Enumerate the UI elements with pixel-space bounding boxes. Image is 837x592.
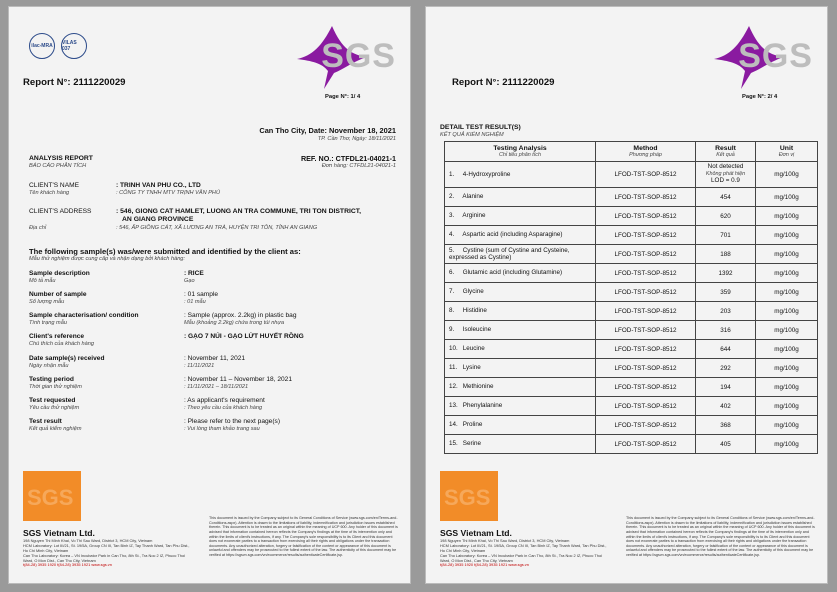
report-page-1: [8, 6, 411, 584]
field-label-vi: Kết quả kiểm nghiệm: [29, 426, 82, 432]
field-label-vi: Chú thích của khách hàng: [29, 341, 94, 347]
cell-result: Not detected Không phát hiện LOD = 0.9: [696, 162, 756, 188]
field-value: : Sample (approx. 2.2kg) in plastic bag: [184, 312, 297, 319]
cell-unit: mg/100g: [756, 283, 818, 302]
field-label: Sample characterisation/ condition: [29, 312, 139, 319]
client-address-vi: : 546, ẤP GIỒNG CÁT, XÃ LƯƠNG AN TRÀ, HUYỆN TRI TÔN, TỈNH AN GIANG: [116, 225, 318, 231]
report-number: Report N°: 2111220029: [452, 77, 555, 88]
cell-result: 454: [696, 188, 756, 207]
analysis-report-title: ANALYSIS REPORT: [29, 155, 93, 162]
field-value-vi: : Vui lòng tham khảo trang sau: [184, 426, 260, 432]
table-row: [445, 283, 818, 302]
field-value-vi: : 01 mẫu: [184, 299, 206, 305]
field-value-vi: Mẫu (khoảng 2.2kg) chứa trong túi nhựa: [184, 320, 285, 326]
client-address-label-vi: Địa chỉ: [29, 225, 47, 231]
field-label-vi: Ngày nhận mẫu: [29, 363, 69, 369]
cell-method: LFOD-TST-SOP-8512: [596, 302, 696, 321]
field-label: Date sample(s) received: [29, 355, 105, 362]
field-label: Number of sample: [29, 291, 87, 298]
cell-unit: mg/100g: [756, 435, 818, 454]
field-value-vi: Gạo: [184, 278, 195, 284]
cell-analysis: 5. Cystine (sum of Cystine and Cysteine, expressed as Cystine): [445, 245, 596, 264]
table-row: [445, 416, 818, 435]
cell-method: LFOD-TST-SOP-8512: [596, 207, 696, 226]
cell-analysis: 15. Serine: [445, 435, 596, 454]
table-row: [445, 245, 818, 264]
cell-unit: mg/100g: [756, 340, 818, 359]
client-address-line2: AN GIANG PROVINCE: [122, 216, 194, 223]
cell-method: LFOD-TST-SOP-8512: [596, 435, 696, 454]
cell-result: 405: [696, 435, 756, 454]
footer-disclaimer: This document is issued by the Company subject to its General Conditions of Service (www.sgs.com/en/Terms-and-Conditions.aspx). Attention is drawn to the limitations of liability, indemnification and jurisdiction issues established therein. This document is to be treated as an original within the meaning of UCP 600. Any holder of this document is advised that information contained hereon reflects the Company's findings at the time of its intervention only and within the limits of client's instructions, if any. The Company's sole responsibility is to its Client and this document does not exonerate parties to a transaction from exercising all their rights and obligations under the transaction documents. Any unauthorized alteration, forgery or falsification of the content or appearance of this document is unlawful and offenders may be prosecuted to the fullest extent of the law. The authenticity of this document may be verified at https://sgsvn.sgs.com/vn/ecommerce/results/authenticateCertificate.jsp.: [626, 516, 815, 557]
cell-analysis: 13. Phenylalanine: [445, 397, 596, 416]
analysis-report-title-vi: BÁO CÁO PHÂN TÍCH: [29, 163, 87, 169]
cell-method: LFOD-TST-SOP-8512: [596, 162, 696, 188]
field-label-vi: Tình trạng mẫu: [29, 320, 67, 326]
header-result: Result Kết quả: [696, 142, 756, 162]
field-value: : November 11, 2021: [184, 355, 246, 362]
cell-method: LFOD-TST-SOP-8512: [596, 378, 696, 397]
cell-method: LFOD-TST-SOP-8512: [596, 397, 696, 416]
table-row: [445, 340, 818, 359]
cell-result: 292: [696, 359, 756, 378]
cell-analysis: 8. Histidine: [445, 302, 596, 321]
cell-method: LFOD-TST-SOP-8512: [596, 264, 696, 283]
table-header-row: [445, 142, 818, 162]
table-row: [445, 302, 818, 321]
table-row: [445, 162, 818, 188]
sgs-orange-logo: SGS: [440, 471, 498, 521]
field-label-vi: Mô tả mẫu: [29, 278, 56, 284]
cell-method: LFOD-TST-SOP-8512: [596, 226, 696, 245]
client-name: : TRINH VAN PHU CO., LTD: [116, 182, 201, 189]
cell-unit: mg/100g: [756, 321, 818, 340]
cell-unit: mg/100g: [756, 162, 818, 188]
sgs-orange-logo: SGS: [23, 471, 81, 521]
sgs-logo: SGS: [738, 37, 813, 75]
footer-company: SGS Vietnam Ltd.: [23, 528, 95, 538]
cell-analysis: 7. Glycine: [445, 283, 596, 302]
report-date: Can Tho City, Date: November 18, 2021: [259, 126, 396, 135]
field-label: Testing period: [29, 376, 74, 383]
field-value: : Please refer to the next page(s): [184, 418, 281, 425]
cell-method: LFOD-TST-SOP-8512: [596, 340, 696, 359]
page-number: Page N°: 2/ 4: [742, 94, 778, 100]
cell-analysis: 14. Proline: [445, 416, 596, 435]
cell-method: LFOD-TST-SOP-8512: [596, 283, 696, 302]
cell-unit: mg/100g: [756, 378, 818, 397]
page-number: Page N°: 1/ 4: [325, 94, 361, 100]
client-name-label-vi: Tên khách hàng: [29, 190, 70, 196]
cell-analysis: 12. Methionine: [445, 378, 596, 397]
cell-result: 194: [696, 378, 756, 397]
field-value-vi: : 11/11/2021 – 18/11/2021: [184, 384, 249, 390]
cell-result: 188: [696, 245, 756, 264]
results-table: [444, 141, 818, 454]
field-label: Client's reference: [29, 333, 85, 340]
cell-unit: mg/100g: [756, 416, 818, 435]
cell-result: 203: [696, 302, 756, 321]
field-value-vi: : Theo yêu cầu của khách hàng: [184, 405, 263, 411]
cell-result: 620: [696, 207, 756, 226]
table-row: [445, 207, 818, 226]
field-value: : As applicant's requirement: [184, 397, 265, 404]
cell-unit: mg/100g: [756, 359, 818, 378]
cell-analysis: 11. Lysine: [445, 359, 596, 378]
report-page-2: [425, 6, 828, 584]
sgs-logo: SGS: [321, 37, 396, 75]
report-date-vi: TP. Cần Thơ, Ngày: 18/11/2021: [317, 136, 396, 142]
cell-unit: mg/100g: [756, 226, 818, 245]
cell-method: LFOD-TST-SOP-8512: [596, 188, 696, 207]
table-row: [445, 188, 818, 207]
footer-address: 198 Nguyen Thi Minh Khai, Vo Thi Sau Ward, District 3, HCM City, Vietnam HCM Laboratory: Lot III/21, St. 19/5A, Group CN III, Tan Binh IZ, Tay Thanh Ward, Tan Phu Dist., Ho Chi Minh City, Vietnam Can Tho Laboratory: Korea – VN Incubator Park in Can Tho, 8th St., Tra Noc 2 IZ, Phuoc Thoi Ward, O Mon Dist., Can Tho City, Vietnam t(84-28) 3935 1920 f(84-28) 3935 1921 www.sgs.vn: [23, 538, 190, 568]
field-value: : GẠO 7 NÚI - GẠO LỨT HUYẾT RỒNG: [184, 333, 304, 340]
vilas-badge: VILAS 037: [61, 33, 87, 59]
field-label: Sample description: [29, 270, 90, 277]
cell-method: LFOD-TST-SOP-8512: [596, 245, 696, 264]
cell-result: 644: [696, 340, 756, 359]
sample-intro-vi: Mẫu thử nghiệm được cung cấp và nhận dạng bởi khách hàng:: [29, 256, 185, 262]
sample-intro: The following sample(s) was/were submitted and identified by the client as:: [29, 247, 301, 256]
field-value: : 01 sample: [184, 291, 219, 298]
field-label-vi: Số lượng mẫu: [29, 299, 65, 305]
cell-method: LFOD-TST-SOP-8512: [596, 359, 696, 378]
client-name-label: CLIENT'S NAME: [29, 182, 79, 189]
field-value: : RICE: [184, 270, 204, 277]
cell-unit: mg/100g: [756, 264, 818, 283]
cell-result: 359: [696, 283, 756, 302]
ilac-mra-badge: ilac-MRA: [29, 33, 55, 59]
field-label-vi: Thời gian thử nghiệm: [29, 384, 82, 390]
client-address-label: CLIENT'S ADDRESS: [29, 208, 92, 215]
cell-analysis: 9. Isoleucine: [445, 321, 596, 340]
table-row: [445, 264, 818, 283]
cell-unit: mg/100g: [756, 188, 818, 207]
cell-result: 1392: [696, 264, 756, 283]
ref-number: REF. NO.: CTFDL21-04021-1: [300, 154, 396, 163]
cell-unit: mg/100g: [756, 207, 818, 226]
table-row: [445, 378, 818, 397]
field-label: Test result: [29, 418, 62, 425]
cell-result: 368: [696, 416, 756, 435]
cell-method: LFOD-TST-SOP-8512: [596, 416, 696, 435]
field-value-vi: : 11/11/2021: [184, 363, 215, 369]
field-value: : November 11 – November 18, 2021: [184, 376, 293, 383]
cell-analysis: 3. Arginine: [445, 207, 596, 226]
table-row: [445, 321, 818, 340]
cell-result: 402: [696, 397, 756, 416]
client-name-vi: : CÔNG TY TNHH MTV TRỊNH VĂN PHÚ: [116, 190, 221, 196]
cell-method: LFOD-TST-SOP-8512: [596, 321, 696, 340]
footer-address: 198 Nguyen Thi Minh Khai, Vo Thi Sau Ward, District 3, HCM City, Vietnam HCM Laboratory: Lot III/21, St. 19/5A, Group CN III, Tan Binh IZ, Tay Thanh Ward, Tan Phu Dist., Ho Chi Minh City, Vietnam Can Tho Laboratory: Korea – VN Incubator Park in Can Tho, 8th St., Tra Noc 2 IZ, Phuoc Thoi Ward, O Mon Dist., Can Tho City, Vietnam t(84-28) 3935 1920 f(84-28) 3935 1921 www.sgs.vn: [440, 538, 607, 568]
report-number: Report N°: 2111220029: [23, 77, 126, 88]
header-analysis: Testing Analysis Chỉ tiêu phân tích: [445, 142, 596, 162]
cell-result: 316: [696, 321, 756, 340]
table-row: [445, 359, 818, 378]
table-row: [445, 226, 818, 245]
table-row: [445, 435, 818, 454]
table-row: [445, 397, 818, 416]
cell-analysis: 2. Alanine: [445, 188, 596, 207]
field-label: Test requested: [29, 397, 76, 404]
footer-company: SGS Vietnam Ltd.: [440, 528, 512, 538]
section-title-vi: KẾT QUẢ KIỂM NGHIỆM: [440, 132, 504, 138]
header-method: Method Phương pháp: [596, 142, 696, 162]
cell-unit: mg/100g: [756, 302, 818, 321]
cell-unit: mg/100g: [756, 397, 818, 416]
cell-analysis: 10. Leucine: [445, 340, 596, 359]
cell-result: 701: [696, 226, 756, 245]
cell-analysis: 6. Glutamic acid (including Glutamine): [445, 264, 596, 283]
client-address-line1: : 546, GIONG CAT HAMLET, LUONG AN TRA COMMUNE, TRI TON DISTRICT,: [116, 208, 362, 215]
section-title: DETAIL TEST RESULT(S): [440, 124, 521, 131]
cell-unit: mg/100g: [756, 245, 818, 264]
field-label-vi: Yêu cầu thử nghiệm: [29, 405, 80, 411]
cell-analysis: 1. 4-Hydroxyproline: [445, 162, 596, 188]
footer-disclaimer: This document is issued by the Company subject to its General Conditions of Service (www.sgs.com/en/Terms-and-Conditions.aspx). Attention is drawn to the limitations of liability, indemnification and jurisdiction issues established therein. This document is to be treated as an original within the meaning of UCP 600. Any holder of this document is advised that information contained hereon reflects the Company's findings at the time of its intervention only and within the limits of client's instructions, if any. The Company's sole responsibility is to its Client and this document does not exonerate parties to a transaction from exercising all their rights and obligations under the transaction documents. Any unauthorized alteration, forgery or falsification of the content or appearance of this document is unlawful and offenders may be prosecuted to the fullest extent of the law. The authenticity of this document may be verified at https://sgsvn.sgs.com/vn/ecommerce/results/authenticateCertificate.jsp.: [209, 516, 398, 557]
header-unit: Unit Đơn vị: [756, 142, 818, 162]
ref-number-vi: Đơn hàng: CTFDL21-04021-1: [321, 163, 396, 169]
cell-analysis: 4. Aspartic acid (including Asparagine): [445, 226, 596, 245]
